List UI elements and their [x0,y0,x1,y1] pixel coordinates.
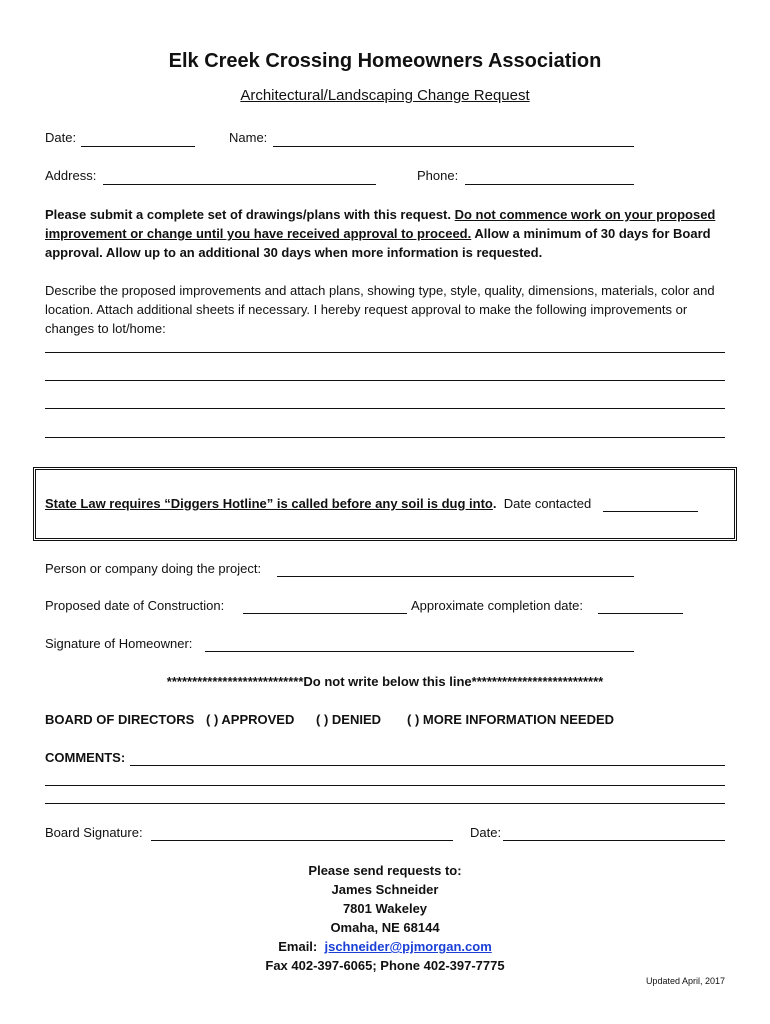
instructions-rest: Allow a minimum of 30 days for Board approval. Allow up to an additional 30 days when more information is requested. [45,226,711,260]
date-contacted-field[interactable] [603,511,698,512]
diggers-hotline-notice [45,496,591,511]
send-fax-phone: Fax 402-397-6065; Phone 402-397-7775 [265,958,505,973]
comments-line[interactable] [45,803,725,804]
more-info-option[interactable]: ( ) MORE INFORMATION NEEDED [407,712,615,727]
board-of-directors-label: BOARD OF DIRECTORS [45,712,195,727]
comments-label: COMMENTS: [45,750,126,765]
board-date-field[interactable] [503,840,725,841]
proposed-date-label: Proposed date of Construction: [45,598,225,613]
form-subtitle: Architectural/Landscaping Change Request [240,87,530,104]
do-not-write-divider: ***************************Do not write below this line************************** [166,674,604,689]
address-field[interactable] [103,184,376,185]
address-label: Address: [45,168,97,183]
homeowner-signature-label: Signature of Homeowner: [45,636,193,651]
completion-date-field[interactable] [598,613,683,614]
diggers-period: . [492,496,497,511]
send-email-line [0,939,770,954]
name-field[interactable] [273,146,634,147]
instructions-lead: Please submit a complete set of drawings/plans with this request. [45,207,455,222]
approved-option[interactable]: ( ) APPROVED [206,712,295,727]
board-date-label: Date: [470,825,502,840]
send-street: 7801 Wakeley [342,901,428,916]
description-line[interactable] [45,352,725,353]
board-signature-field[interactable] [151,840,453,841]
comments-line[interactable] [130,765,725,766]
proposed-date-field[interactable] [243,613,407,614]
date-field[interactable] [81,146,195,147]
updated-note: Updated April, 2017 [645,976,725,986]
date-label: Date: [45,130,77,145]
description-line[interactable] [45,380,725,381]
send-name: James Schneider [331,882,439,897]
send-heading: Please send requests to: [308,863,462,878]
email-link[interactable]: jschneider@pjmorgan.com [324,939,492,954]
instructions-paragraph [45,205,735,262]
board-signature-label: Board Signature: [45,825,143,840]
denied-option[interactable]: ( ) DENIED [316,712,381,727]
phone-field[interactable] [465,184,634,185]
date-contacted-label: Date contacted [503,496,592,511]
send-city: Omaha, NE 68144 [330,920,440,935]
form-title: Elk Creek Crossing Homeowners Association [168,50,602,72]
describe-paragraph: Describe the proposed improvements and attach plans, showing type, style, quality, dimensions, materials, color and location. Attach additional sheets if necessary. I hereby request approval to make the following improvements or changes to lot/home: [45,283,715,336]
person-company-field[interactable] [277,576,634,577]
name-label: Name: [229,130,268,145]
person-company-label: Person or company doing the project: [45,561,262,576]
email-label: Email: [278,939,318,954]
comments-line[interactable] [45,785,725,786]
description-line[interactable] [45,408,725,409]
diggers-law-text: State Law requires “Diggers Hotline” is called before any soil is dug into [45,496,493,511]
homeowner-signature-field[interactable] [205,651,634,652]
description-line[interactable] [45,437,725,438]
instructions-warning: Do not commence work on your proposed improvement or change until you have received approval to proceed. [45,207,716,241]
phone-label: Phone: [417,168,459,183]
completion-date-label: Approximate completion date: [411,598,583,613]
